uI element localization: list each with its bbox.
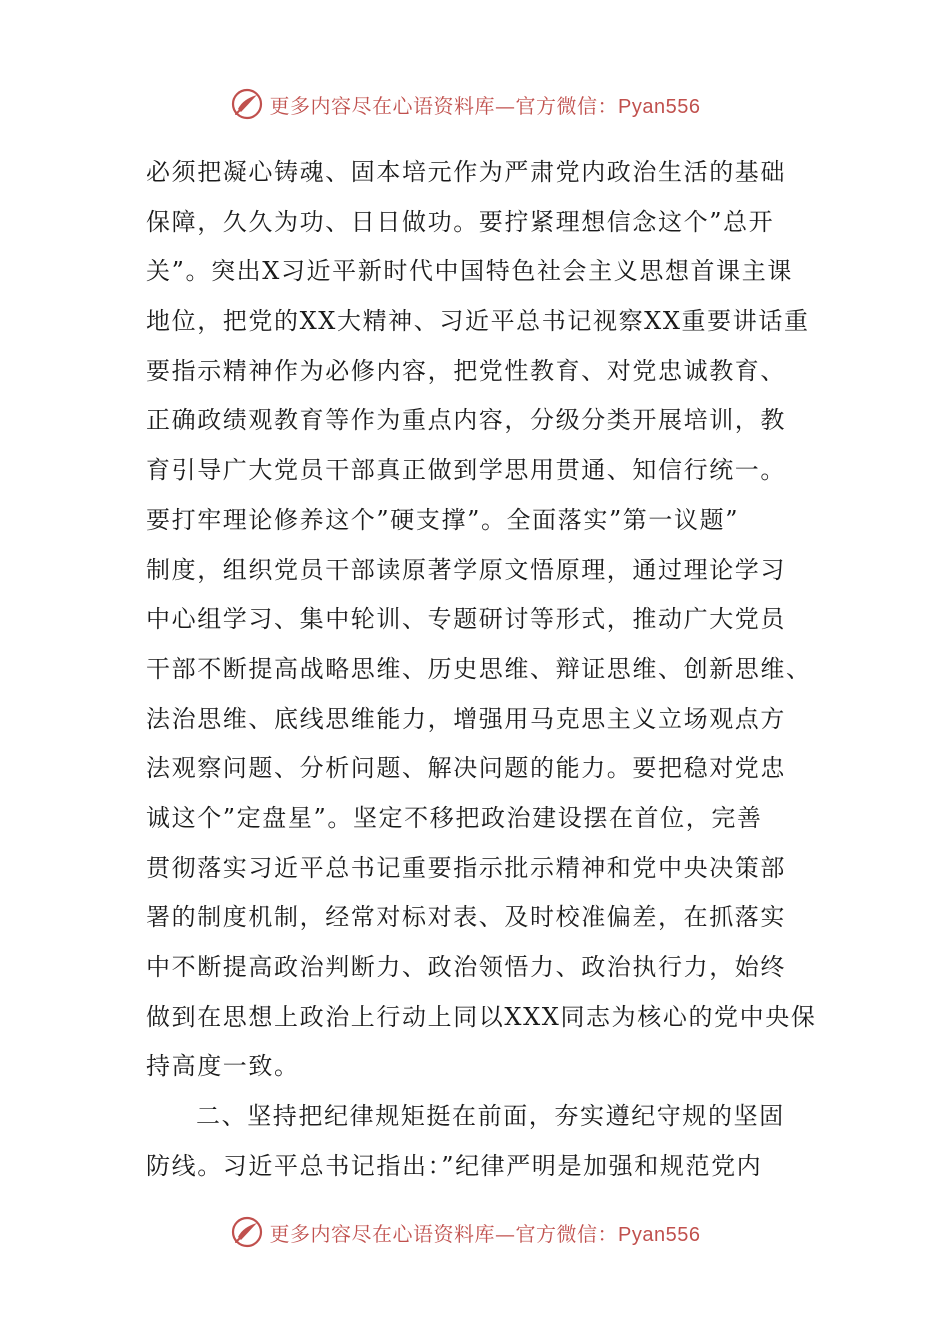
footer-banner-text: 更多内容尽在心语资料库—官方微信：Pyan556 xyxy=(269,1221,701,1246)
body-line: 诚这个”定盘星”。坚定不移把政治建设摆在首位，完善 xyxy=(146,803,763,832)
body-line: 贯彻落实习近平总书记重要指示批示精神和党中央决策部 xyxy=(146,853,786,882)
body-line: 中不断提高政治判断力、政治领悟力、政治执行力，始终 xyxy=(146,953,786,981)
body-line: 法治思维、底线思维能力，增强用马克思主义立场观点方 xyxy=(146,704,786,733)
footer-banner xyxy=(0,1212,950,1252)
body-line: 育引导广大党员干部真正做到学思用贯通、知信行统一。 xyxy=(146,456,786,485)
header-banner xyxy=(0,84,950,124)
wechat-id: Pyan556 xyxy=(618,1223,701,1246)
body-line: 正确政绩观教育等作为重点内容，分级分类开展培训，教 xyxy=(146,406,786,435)
body-line: 法观察问题、分析问题、解决问题的能力。要把稳对党忠 xyxy=(146,754,786,783)
body-line: 关”。突出X习近平新时代中国特色社会主义思想首课主课 xyxy=(146,257,793,286)
wechat-id: Pyan556 xyxy=(618,95,701,118)
body-line: 要指示精神作为必修内容，把党性教育、对党忠诚教育、 xyxy=(146,356,786,385)
body-line: 防线。习近平总书记指出：”纪律严明是加强和规范党内 xyxy=(146,1151,763,1180)
pen-circle-icon xyxy=(230,1215,264,1249)
body-line: 必须把凝心铸魂、固本培元作为严肃党内政治生活的基础 xyxy=(146,158,786,186)
body-line: 做到在思想上政治上行动上同以XXX同志为核心的党中央保 xyxy=(146,1002,817,1031)
body-line: 制度，组织党员干部读原著学原文悟原理，通过理论学习 xyxy=(146,555,786,584)
body-line: 署的制度机制，经常对标对表、及时校准偏差，在抓落实 xyxy=(146,903,786,932)
body-line: 保障，久久为功、日日做功。要拧紧理想信念这个”总开 xyxy=(146,207,775,236)
header-banner-text: 更多内容尽在心语资料库—官方微信：Pyan556 xyxy=(269,93,701,118)
document-body xyxy=(146,148,816,1191)
body-line: 持高度一致。 xyxy=(146,1052,300,1081)
body-line: 地位，把党的XX大精神、习近平总书记视察XX重要讲话重 xyxy=(146,307,810,336)
body-line: 干部不断提高战略思维、历史思维、辩证思维、创新思维、 xyxy=(146,654,812,683)
body-line: 要打牢理论修养这个”硬支撑”。全面落实”第一议题” xyxy=(146,505,740,534)
pen-circle-icon xyxy=(230,87,264,121)
section-heading-line: 二、坚持把纪律规矩挺在前面，夯实遵纪守规的坚固 xyxy=(196,1102,785,1131)
body-line: 中心组学习、集中轮训、专题研讨等形式，推动广大党员 xyxy=(146,605,786,634)
